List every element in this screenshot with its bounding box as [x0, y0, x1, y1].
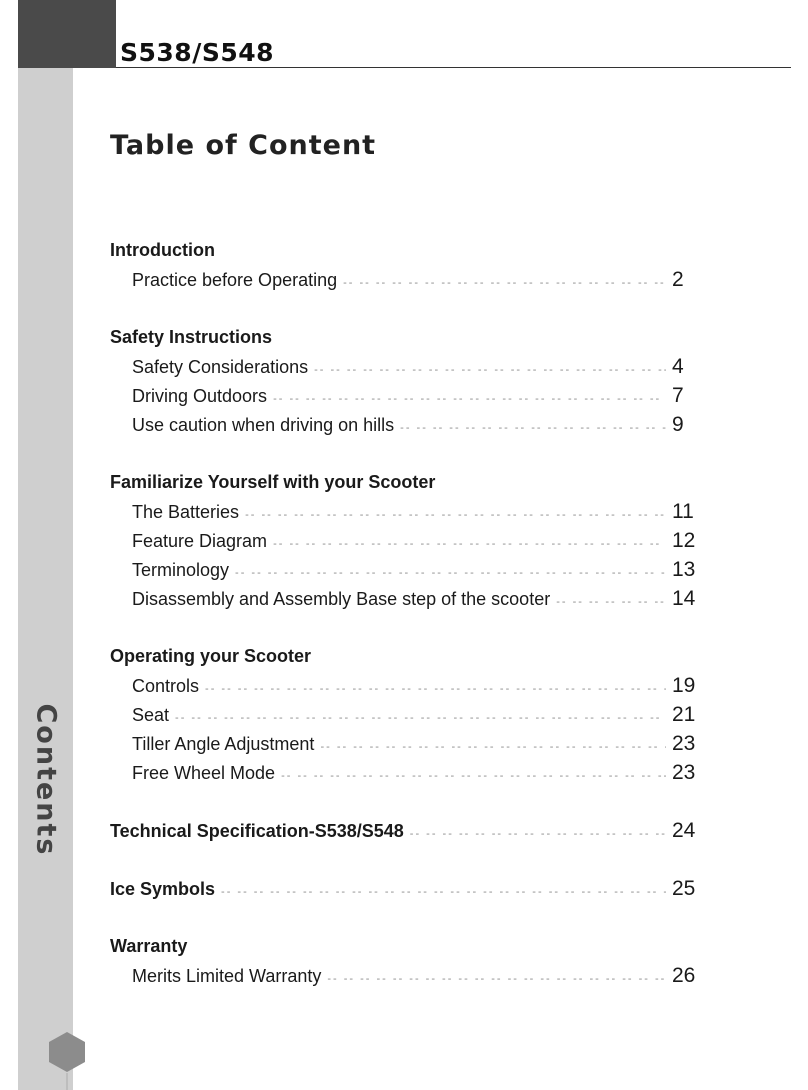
header-dark-block [18, 0, 116, 68]
dot-leader [327, 965, 666, 994]
toc-entry[interactable] [110, 584, 700, 613]
toc-entry-label: Seat [132, 705, 170, 725]
toc-entry-label: Use caution when driving on hills [132, 415, 395, 435]
dot-leader [343, 269, 666, 298]
toc-entry-label: Practice before Operating [132, 270, 338, 290]
toc-entry[interactable] [110, 526, 700, 555]
toc-entry-label: Disassembly and Assembly Base step of the scooter [132, 589, 551, 609]
toc-entry-page: 9 [672, 413, 684, 436]
toc-entry-page: 4 [672, 355, 684, 378]
toc-entry[interactable] [110, 410, 700, 439]
toc-entry-label: Free Wheel Mode [132, 763, 276, 783]
hexagon-icon [48, 1031, 86, 1073]
toc-entry[interactable] [110, 265, 700, 294]
toc-section-heading: Warranty [110, 936, 188, 956]
dot-leader [221, 878, 666, 907]
toc-entry-label: Merits Limited Warranty [132, 966, 322, 986]
toc-section-heading: Introduction [110, 240, 215, 260]
toc-entry-page: 24 [672, 819, 696, 842]
toc-entry[interactable] [110, 671, 700, 700]
toc-entry-label: Feature Diagram [132, 531, 268, 551]
sidebar-strip [18, 68, 73, 1090]
dot-leader [400, 414, 666, 443]
sidebar-contents-label: Contents [30, 703, 62, 857]
toc-entry[interactable] [110, 758, 700, 787]
toc-entry[interactable] [110, 555, 700, 584]
toc-entry-label: Tiller Angle Adjustment [132, 734, 315, 754]
toc-entry-technical[interactable] [110, 816, 700, 845]
dot-leader [273, 530, 666, 559]
toc-entry-page: 25 [672, 877, 696, 900]
toc-entry[interactable] [110, 352, 700, 381]
toc-section-heading: Familiarize Yourself with your Scooter [110, 472, 436, 492]
dot-leader [175, 704, 666, 733]
dot-leader [273, 385, 666, 414]
dot-leader [314, 356, 666, 385]
table-of-contents [110, 236, 700, 990]
dot-leader [281, 762, 666, 791]
toc-section-heading: Operating your Scooter [110, 646, 312, 666]
toc-entry-page: 14 [672, 587, 696, 610]
toc-entry[interactable] [110, 381, 700, 410]
toc-entry-page: 12 [672, 529, 696, 552]
header-rule [116, 67, 791, 68]
toc-entry-page: 19 [672, 674, 696, 697]
toc-entry-page: 13 [672, 558, 696, 581]
toc-entry-page: 23 [672, 761, 696, 784]
dot-leader [245, 501, 666, 530]
dot-leader [320, 733, 666, 762]
toc-entry-label: Safety Considerations [132, 357, 309, 377]
hexagon-stem [66, 1073, 68, 1090]
toc-entry-label: Technical Specification-S538/S548 [110, 821, 404, 841]
toc-section-heading: Safety Instructions [110, 327, 273, 347]
toc-entry-page: 2 [672, 268, 684, 291]
page-title: Table of Content [110, 130, 377, 161]
toc-entry-label: Terminology [132, 560, 230, 580]
toc-entry-label: Controls [132, 676, 200, 696]
toc-entry-page: 26 [672, 964, 696, 987]
toc-entry-page: 11 [672, 500, 694, 523]
toc-entry-label: Driving Outdoors [132, 386, 268, 406]
toc-entry[interactable] [110, 497, 700, 526]
toc-entry[interactable] [110, 961, 700, 990]
model-number: S538/S548 [120, 38, 275, 67]
dot-leader [235, 559, 666, 588]
dot-leader [410, 820, 666, 849]
dot-leader [205, 675, 666, 704]
toc-entry-ice-symbols[interactable] [110, 874, 700, 903]
toc-entry-page: 21 [672, 703, 696, 726]
toc-entry-label: Ice Symbols [110, 879, 216, 899]
dot-leader [556, 588, 666, 617]
toc-entry-page: 7 [672, 384, 684, 407]
toc-entry-page: 23 [672, 732, 696, 755]
toc-entry[interactable] [110, 700, 700, 729]
toc-entry-label: The Batteries [132, 502, 240, 522]
toc-entry[interactable] [110, 729, 700, 758]
